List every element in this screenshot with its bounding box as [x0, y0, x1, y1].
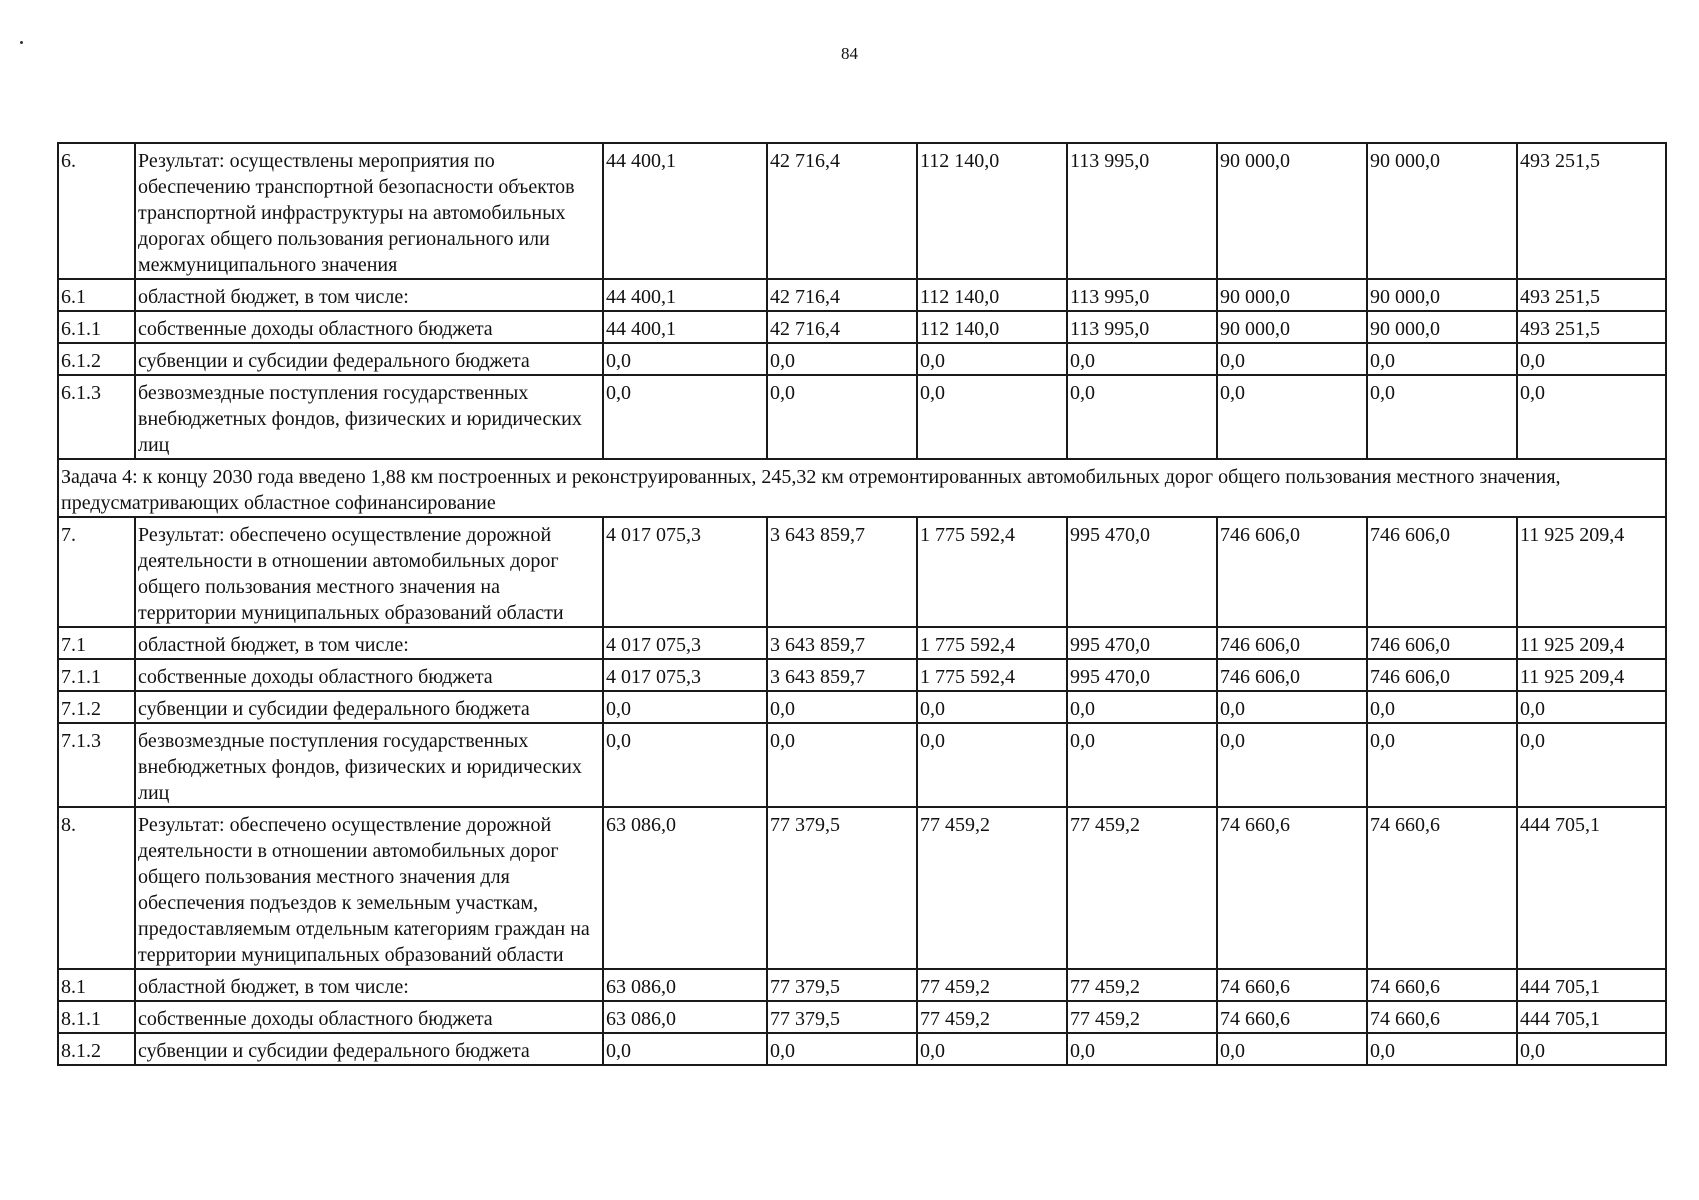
value-cell: 3 643 859,7 [767, 659, 917, 691]
row-number: 8. [58, 807, 135, 969]
table-row [58, 807, 1666, 969]
value-cell: 4 017 075,3 [603, 627, 767, 659]
row-name: собственные доходы областного бюджета [135, 659, 603, 691]
value-cell: 0,0 [1367, 691, 1517, 723]
value-cell: 746 606,0 [1367, 627, 1517, 659]
value-cell: 112 140,0 [917, 143, 1067, 279]
value-cell: 0,0 [1367, 723, 1517, 807]
value-cell: 0,0 [917, 375, 1067, 459]
value-cell: 112 140,0 [917, 279, 1067, 311]
value-cell: 74 660,6 [1367, 1001, 1517, 1033]
value-cell: 4 017 075,3 [603, 659, 767, 691]
value-cell: 995 470,0 [1067, 627, 1217, 659]
value-cell: 493 251,5 [1517, 279, 1666, 311]
value-cell: 0,0 [1217, 1033, 1367, 1065]
value-cell: 113 995,0 [1067, 143, 1217, 279]
value-cell: 444 705,1 [1517, 1001, 1666, 1033]
value-cell: 77 379,5 [767, 969, 917, 1001]
table-row [58, 279, 1666, 311]
table-row [58, 1033, 1666, 1065]
value-cell: 0,0 [1067, 691, 1217, 723]
value-cell: 11 925 209,4 [1517, 627, 1666, 659]
value-cell: 90 000,0 [1217, 143, 1367, 279]
table-row [58, 659, 1666, 691]
row-name: субвенции и субсидии федерального бюджета [135, 691, 603, 723]
row-number: 7.1.2 [58, 691, 135, 723]
table-row [58, 969, 1666, 1001]
value-cell: 113 995,0 [1067, 279, 1217, 311]
row-name: субвенции и субсидии федерального бюджета [135, 343, 603, 375]
value-cell: 0,0 [1517, 343, 1666, 375]
value-cell: 746 606,0 [1217, 517, 1367, 627]
value-cell: 746 606,0 [1367, 659, 1517, 691]
budget-table [57, 142, 1667, 1066]
value-cell: 42 716,4 [767, 279, 917, 311]
row-name: областной бюджет, в том числе: [135, 969, 603, 1001]
task-row [58, 459, 1666, 517]
value-cell: 0,0 [603, 343, 767, 375]
value-cell: 90 000,0 [1367, 311, 1517, 343]
value-cell: 77 459,2 [917, 969, 1067, 1001]
row-number: 7.1.3 [58, 723, 135, 807]
row-name: Результат: осуществлены мероприятия по обеспечению транспортной безопасности объектов транспортной инфраструктуры на автомобильных дорогах общего пользования регионального или межмуниципального значения [135, 143, 603, 279]
value-cell: 90 000,0 [1367, 279, 1517, 311]
value-cell: 746 606,0 [1367, 517, 1517, 627]
value-cell: 63 086,0 [603, 969, 767, 1001]
value-cell: 0,0 [1367, 1033, 1517, 1065]
value-cell: 77 459,2 [917, 807, 1067, 969]
value-cell: 74 660,6 [1217, 807, 1367, 969]
table-row [58, 375, 1666, 459]
value-cell: 746 606,0 [1217, 659, 1367, 691]
value-cell: 3 643 859,7 [767, 627, 917, 659]
value-cell: 0,0 [1367, 343, 1517, 375]
value-cell: 44 400,1 [603, 311, 767, 343]
value-cell: 3 643 859,7 [767, 517, 917, 627]
value-cell: 4 017 075,3 [603, 517, 767, 627]
row-name: Результат: обеспечено осуществление дорожной деятельности в отношении автомобильных дорог общего пользования местного значения на территории муниципальных образований области [135, 517, 603, 627]
value-cell: 493 251,5 [1517, 143, 1666, 279]
value-cell: 1 775 592,4 [917, 659, 1067, 691]
value-cell: 0,0 [917, 1033, 1067, 1065]
value-cell: 0,0 [1367, 375, 1517, 459]
value-cell: 0,0 [1217, 723, 1367, 807]
value-cell: 90 000,0 [1217, 279, 1367, 311]
value-cell: 90 000,0 [1217, 311, 1367, 343]
value-cell: 0,0 [1067, 343, 1217, 375]
value-cell: 77 379,5 [767, 1001, 917, 1033]
value-cell: 444 705,1 [1517, 807, 1666, 969]
row-number: 7.1.1 [58, 659, 135, 691]
value-cell: 113 995,0 [1067, 311, 1217, 343]
value-cell: 0,0 [917, 723, 1067, 807]
value-cell: 42 716,4 [767, 143, 917, 279]
value-cell: 0,0 [603, 691, 767, 723]
value-cell: 1 775 592,4 [917, 517, 1067, 627]
value-cell: 0,0 [767, 691, 917, 723]
value-cell: 995 470,0 [1067, 659, 1217, 691]
table-row [58, 343, 1666, 375]
value-cell: 77 459,2 [1067, 1001, 1217, 1033]
value-cell: 0,0 [603, 375, 767, 459]
value-cell: 0,0 [1517, 375, 1666, 459]
table-row [58, 1001, 1666, 1033]
value-cell: 77 459,2 [1067, 969, 1217, 1001]
value-cell: 0,0 [767, 723, 917, 807]
value-cell: 0,0 [767, 1033, 917, 1065]
value-cell: 0,0 [1067, 375, 1217, 459]
table-row [58, 691, 1666, 723]
row-name: субвенции и субсидии федерального бюджета [135, 1033, 603, 1065]
value-cell: 44 400,1 [603, 279, 767, 311]
value-cell: 42 716,4 [767, 311, 917, 343]
value-cell: 11 925 209,4 [1517, 517, 1666, 627]
value-cell: 1 775 592,4 [917, 627, 1067, 659]
value-cell: 0,0 [603, 723, 767, 807]
row-number: 8.1.2 [58, 1033, 135, 1065]
row-name: безвозмездные поступления государственных внебюджетных фондов, физических и юридических лиц [135, 375, 603, 459]
task-text: Задача 4: к концу 2030 года введено 1,88 км построенных и реконструированных, 245,32 км отремонтированных автомобильных дорог общего пользования местного значения, предусматривающих областное софинансирование [58, 459, 1666, 517]
value-cell: 77 379,5 [767, 807, 917, 969]
value-cell: 995 470,0 [1067, 517, 1217, 627]
value-cell: 493 251,5 [1517, 311, 1666, 343]
row-number: 6. [58, 143, 135, 279]
value-cell: 0,0 [767, 343, 917, 375]
page-number: 84 [841, 44, 858, 63]
value-cell: 74 660,6 [1367, 969, 1517, 1001]
value-cell: 0,0 [603, 1033, 767, 1065]
value-cell: 0,0 [1217, 343, 1367, 375]
row-name: областной бюджет, в том числе: [135, 279, 603, 311]
row-number: 8.1.1 [58, 1001, 135, 1033]
value-cell: 74 660,6 [1217, 1001, 1367, 1033]
row-number: 6.1.1 [58, 311, 135, 343]
row-number: 7. [58, 517, 135, 627]
row-name: собственные доходы областного бюджета [135, 311, 603, 343]
value-cell: 74 660,6 [1217, 969, 1367, 1001]
row-number: 7.1 [58, 627, 135, 659]
table-row [58, 143, 1666, 279]
value-cell: 112 140,0 [917, 311, 1067, 343]
table-row [58, 517, 1666, 627]
row-name: безвозмездные поступления государственных внебюджетных фондов, физических и юридических лиц [135, 723, 603, 807]
value-cell: 0,0 [917, 343, 1067, 375]
row-name: Результат: обеспечено осуществление дорожной деятельности в отношении автомобильных дорог общего пользования местного значения для обеспечения подъездов к земельным участкам, предоставляемым отдельным категориям граждан на территории муниципальных образований области [135, 807, 603, 969]
value-cell: 77 459,2 [1067, 807, 1217, 969]
table-row [58, 311, 1666, 343]
value-cell: 0,0 [1217, 375, 1367, 459]
value-cell: 0,0 [1517, 723, 1666, 807]
value-cell: 0,0 [1517, 691, 1666, 723]
row-name: собственные доходы областного бюджета [135, 1001, 603, 1033]
value-cell: 0,0 [1217, 691, 1367, 723]
value-cell: 0,0 [1517, 1033, 1666, 1065]
value-cell: 90 000,0 [1367, 143, 1517, 279]
value-cell: 0,0 [767, 375, 917, 459]
row-name: областной бюджет, в том числе: [135, 627, 603, 659]
value-cell: 0,0 [1067, 723, 1217, 807]
value-cell: 0,0 [917, 691, 1067, 723]
row-number: 6.1.3 [58, 375, 135, 459]
table-row [58, 627, 1666, 659]
row-number: 6.1.2 [58, 343, 135, 375]
value-cell: 746 606,0 [1217, 627, 1367, 659]
value-cell: 444 705,1 [1517, 969, 1666, 1001]
value-cell: 11 925 209,4 [1517, 659, 1666, 691]
value-cell: 63 086,0 [603, 807, 767, 969]
value-cell: 0,0 [1067, 1033, 1217, 1065]
value-cell: 77 459,2 [917, 1001, 1067, 1033]
value-cell: 63 086,0 [603, 1001, 767, 1033]
row-number: 6.1 [58, 279, 135, 311]
table-row [58, 723, 1666, 807]
value-cell: 74 660,6 [1367, 807, 1517, 969]
value-cell: 44 400,1 [603, 143, 767, 279]
row-number: 8.1 [58, 969, 135, 1001]
